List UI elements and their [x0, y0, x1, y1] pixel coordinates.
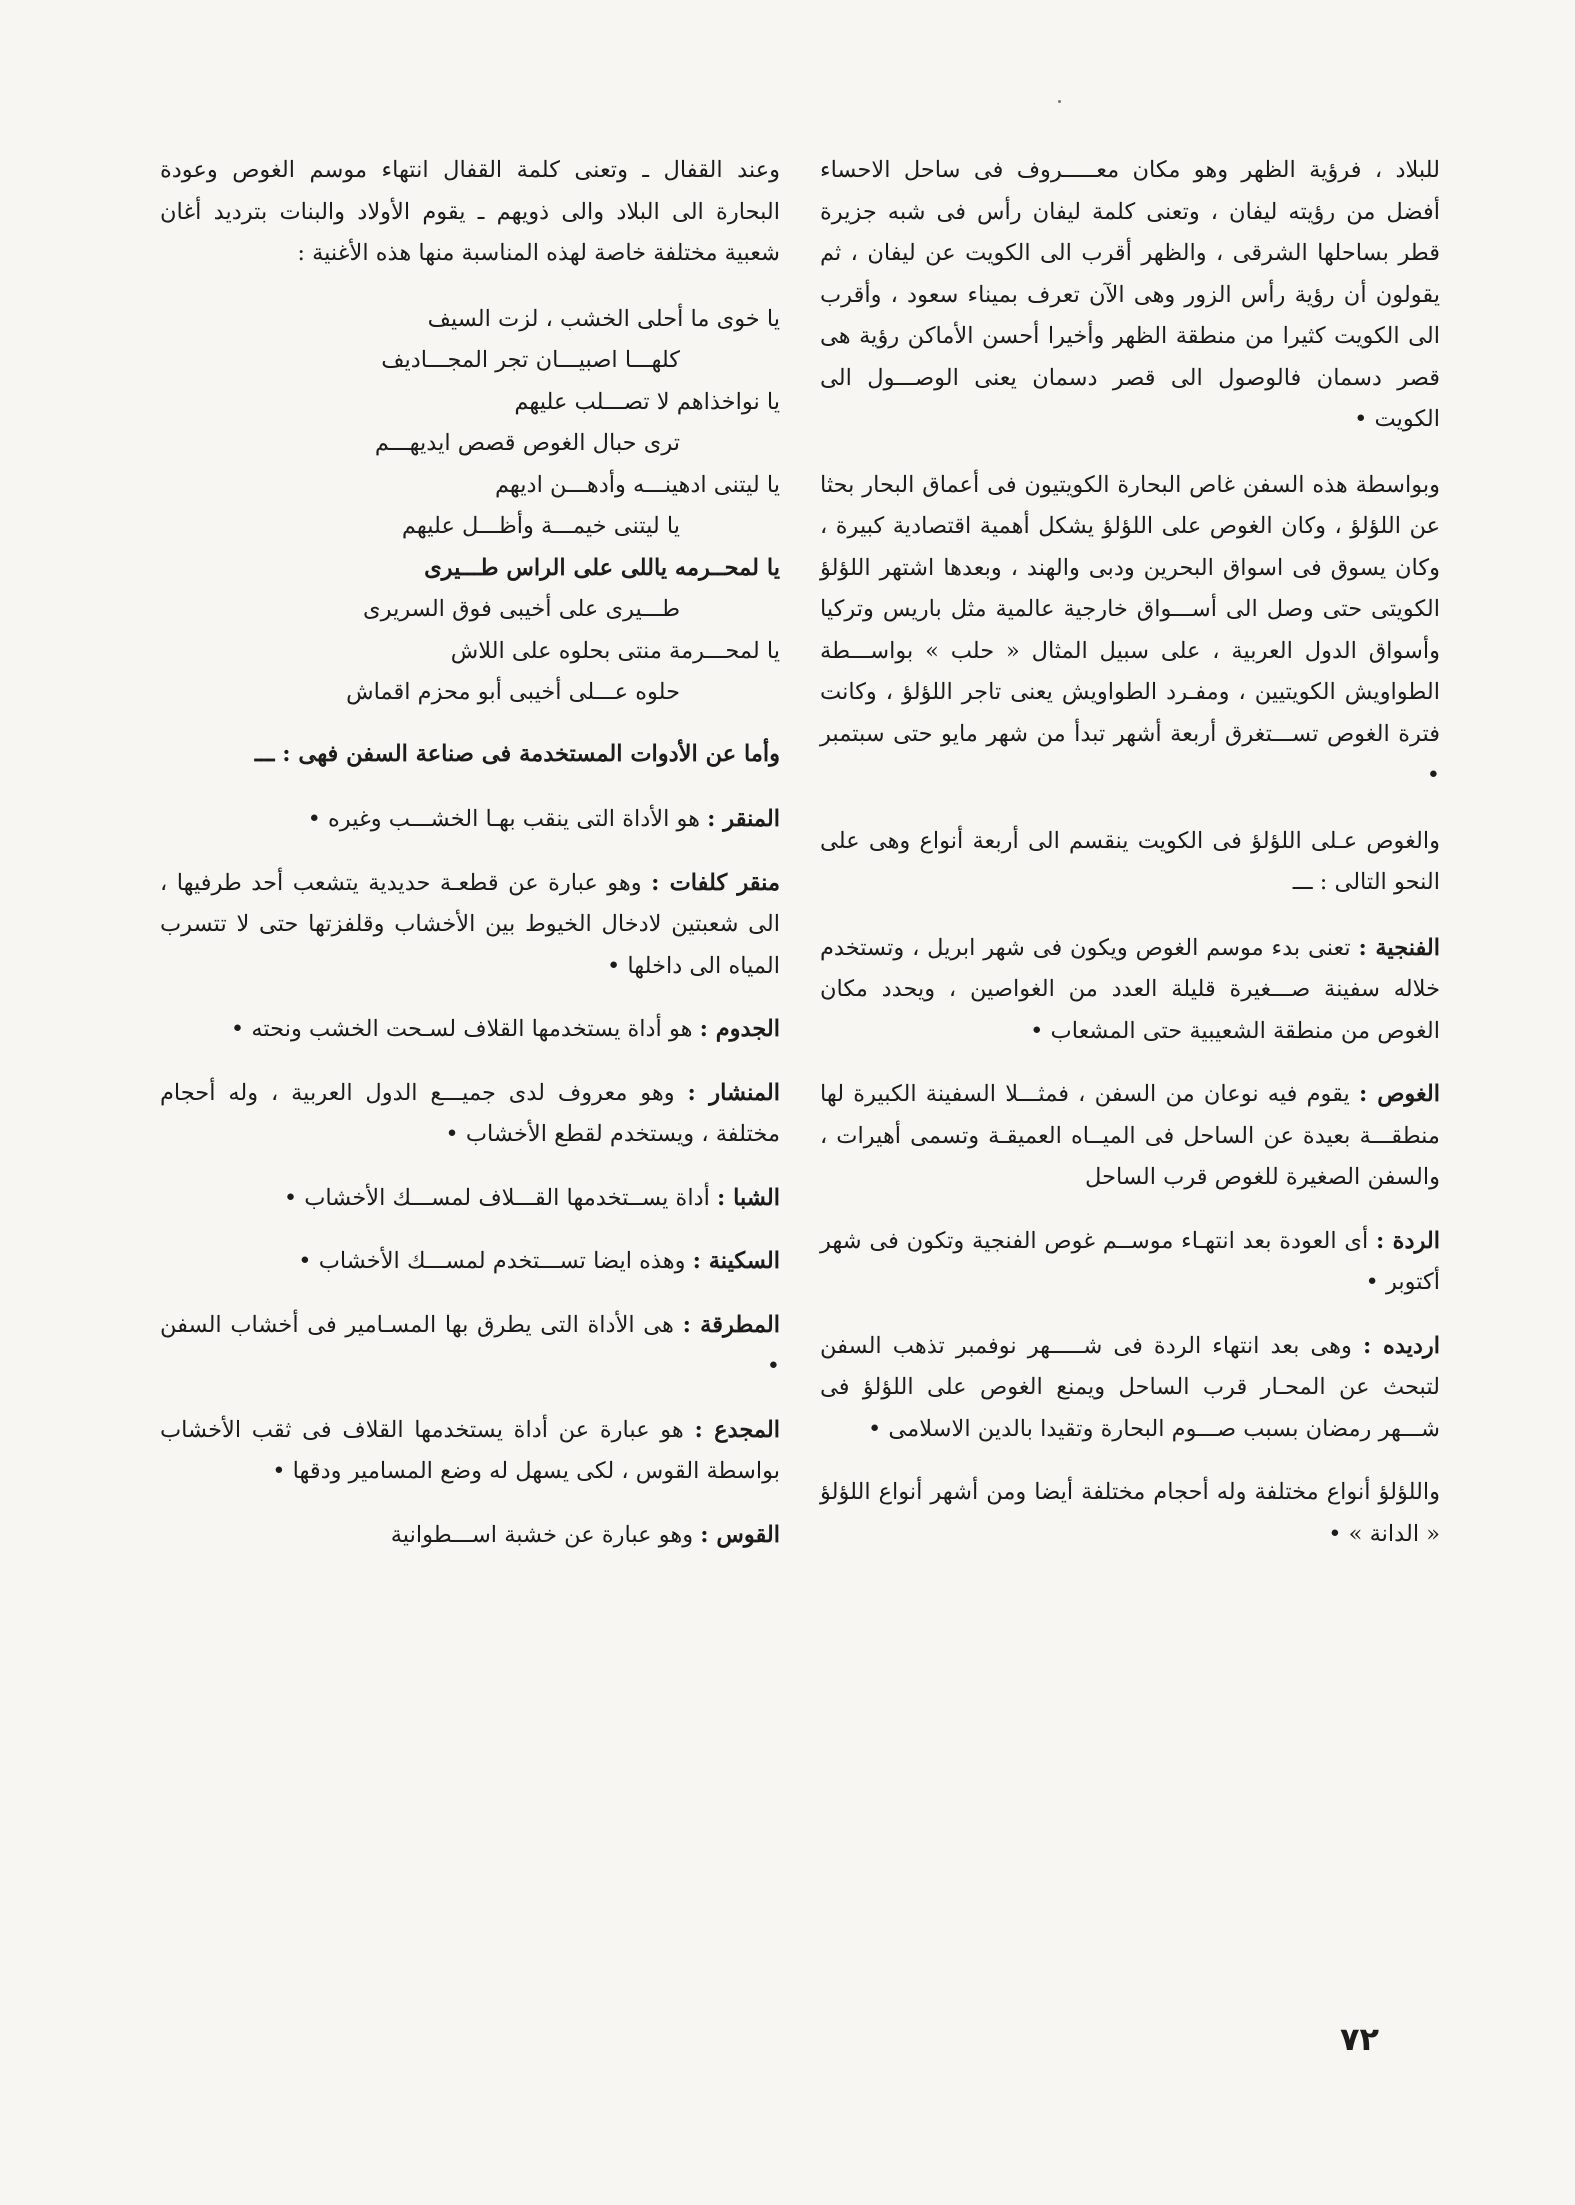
tool-term: القوس :: [700, 1521, 780, 1548]
entry-term: ارديده :: [1362, 1332, 1441, 1359]
tool-term: الجدوم :: [699, 1016, 780, 1042]
song-line: طـــيرى على أخيبى فوق السريرى: [363, 596, 680, 622]
entry-text: وهى بعد انتهاء الردة فى شـــــهر نوفمبر تذهب السفن لتبحث عن المحـار قرب الساحل ويمنع الغوص على اللؤلؤ فى شـــهر رمضان بسبب صـــوم البحارة وتقيدا بالدين الاسلامى •: [820, 1332, 1440, 1442]
song-line: يا نواخذاهم لا تصـــلب عليهم: [514, 388, 780, 415]
entry-term: الغوص :: [1359, 1081, 1440, 1107]
folk-song: [160, 299, 780, 714]
tool-text: وهذه ايضا تســـتخدم لمســـك الأخشاب •: [298, 1248, 686, 1274]
paragraph-pearl-types: واللؤلؤ أنواع مختلفة وله أحجام مختلفة أيضا ومن أشهر أنواع اللؤلؤ « الدانة » •: [820, 1479, 1440, 1547]
entry-ardida: [820, 1326, 1440, 1451]
song-line: يا ليتنى ادهينـــه وأدهـــن اديهم: [494, 471, 780, 498]
song-line: حلوه عـــلى أخيبى أبو محزم اقماش: [346, 679, 680, 705]
tool-term: المطرقة :: [682, 1311, 780, 1338]
tool-text: وهو عبارة عن قطعـة حديدية يتشعب أحد طرفيها ، الى شعبتين لادخال الخيوط بين الأخشاب وقلفزتها حتى لا تتسرب المياه الى داخلها •: [160, 869, 780, 979]
tool-term: المنقر :: [707, 806, 780, 832]
song-line: كلهـــا اصبيـــان تجر المجـــاديف: [381, 347, 680, 373]
tool-term: المنشار :: [687, 1079, 780, 1106]
tool-mijda: [160, 1410, 780, 1493]
tool-term: المجدع :: [694, 1416, 781, 1443]
tool-sikkina: [160, 1241, 780, 1283]
tool-shaba: [160, 1178, 780, 1220]
tool-manqar: [160, 799, 780, 841]
entry-fanjiya: [820, 928, 1440, 1053]
paragraph-pearl-diving: وبواسطة هذه السفن غاص البحارة الكويتيون فى أعماق البحار بحثا عن اللؤلؤ ، وكان الغوص على اللؤلؤ يشكل أهمية اقتصادية كبيرة ، وكان يسوق فى اسواق البحرين ودبى والهند ، وبعدها اشتهر اللؤلؤ الكويتى حتى وصل الى أســـواق خارجية عالمية مثل باريس وتركيا وأسواق الدول العربية ، على سبيل المثال « حلب » بواســـطة الطواويش الكويتيين ، ومفـرد الطواويش يعنى تاجر اللؤلؤ ، وكانت فترة الغوص تســـتغرق أربعة أشهر تبدأ من شهر مايو حتى سبتمبر •: [820, 471, 1440, 788]
tool-text: وهو عبارة عن خشبة اســـطوانية: [390, 1521, 694, 1548]
tool-text: هى الأداة التى يطرق بها المسـامير فى أخشاب السفن •: [160, 1311, 780, 1379]
tool-term: منقر كلفات :: [651, 869, 780, 896]
scan-speck: [1058, 100, 1061, 103]
right-column: [820, 150, 1440, 1579]
page-number: ٧٢: [1340, 2020, 1380, 2058]
song-line: يا لمحـــرمة منتى بحلوه على اللاش: [450, 637, 780, 664]
tool-text: وهو معروف لدى جميـــع الدول العربية ، وله أحجام مختلفة ، ويستخدم لقطع الأخشاب •: [160, 1079, 780, 1147]
tool-text: هو أداة يستخدمها القلاف لسـحت الخشب ونحته •: [230, 1016, 693, 1042]
tool-text: أداة يســتخدمها القـــلاف لمســـك الأخشاب •: [283, 1184, 710, 1211]
tool-term: السكينة :: [692, 1248, 780, 1274]
entry-text: تعنى بدء موسم الغوص ويكون فى شهر ابريل ، وتستخدم خلاله سفينة صـــغيرة قليلة العدد من الغواصين ، ويحدد مكان الغوص من منطقة الشعيبية حتى المشعاب •: [820, 934, 1440, 1044]
song-line: يا خوى ما أحلى الخشب ، لزت السيف: [427, 305, 780, 332]
paragraph-sighting: للبلاد ، فرؤية الظهر وهو مكان معـــــروف فى ساحل الاحساء أفضل من رؤيته ليفان ، وتعنى كلمة ليفان رأس فى شبه جزيرة قطر بساحلها الشرقى ، والظهر أقرب الى الكويت عن ليفان ، ثم يقولون أن رؤية رأس الزور وهى الآن تعرف بميناء سعود ، وأقرب الى الكويت كثيرا من منطقة الظهر وأخيرا أحسن الأماكن رؤية هى قصر دسمان فالوصول الى قصر دسمان يعنى الوصـــول الى الكويت •: [820, 157, 1440, 432]
paragraph-diving-types: والغوص عـلى اللؤلؤ فى الكويت ينقسم الى أربعة أنواع وهى على النحو التالى : ـــ: [820, 827, 1440, 895]
tool-text: هو الأداة التى ينقب بهـا الخشـــب وغيره •: [307, 806, 700, 832]
entry-text: يقوم فيه نوعان من السفن ، فمثـــلا السفينة الكبيرة لها منطقـــة بعيدة عن الساحل فى الميــاه العميقـة وتسمى أهيرات ، والسفن الصغيرة للغوص قرب الساحل: [820, 1081, 1440, 1190]
tool-minshar: [160, 1073, 780, 1156]
left-column: [160, 150, 780, 1578]
tool-term: الشبا :: [717, 1184, 780, 1211]
entry-term: الفنجية :: [1358, 934, 1441, 961]
tool-text: هو عبارة عن أداة يستخدمها القلاف فى ثقب الأخشاب بواسطة القوس ، لكى يسهل له وضع المسامير ودقها •: [160, 1416, 780, 1484]
song-line: ترى حبال الغوص قصص ايديهـــم: [374, 430, 680, 456]
tool-qaws: [160, 1515, 780, 1557]
paragraph-qaffal: وعند القفال ـ وتعنى كلمة القفال انتهاء موسم الغوص وعودة البحارة الى البلاد والى ذويهم ـ يقوم الأولاد والبنات بترديد أغان شعبية مختلفة خاصة لهذه المناسبة منها هذه الأغنية :: [160, 157, 780, 266]
tool-jadum: [160, 1009, 780, 1051]
entry-radda: [820, 1221, 1440, 1304]
song-line: يا لمحــرمه ياللى على الراس طـــيرى: [424, 554, 780, 581]
entry-ghaws: [820, 1074, 1440, 1199]
paragraph-tools-intro: وأما عن الأدوات المستخدمة فى صناعة السفن فهى : ـــ: [254, 740, 780, 767]
tool-manqar-kalfat: [160, 863, 780, 988]
tool-mitraqa: [160, 1305, 780, 1388]
entry-text: أى العودة بعد انتهـاء موســم غوص الفنجية وتكون فى شهر أكتوبر •: [820, 1227, 1440, 1295]
song-line: يا ليتنى خيمـــة وأظـــل عليهم: [401, 513, 680, 539]
entry-term: الردة :: [1375, 1227, 1440, 1254]
